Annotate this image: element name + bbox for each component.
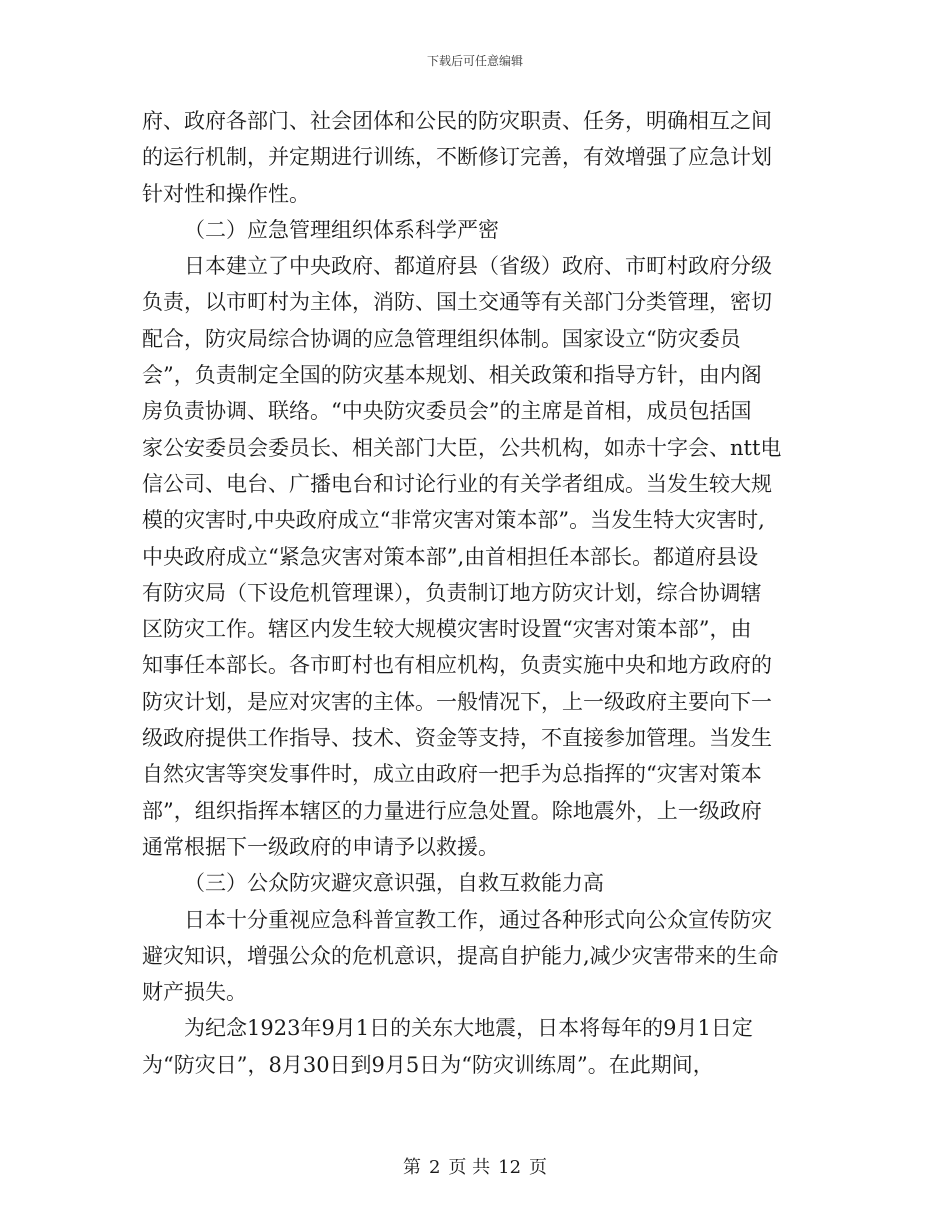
text-line: 部”，组织指挥本辖区的力量进行应急处置。除地震外，上一级政府 [142, 798, 762, 823]
text-line: 的运行机制，并定期进行训练，不断修订完善，有效增强了应急计划 [142, 145, 772, 170]
text-line: 日本建立了中央政府、都道府县（省级）政府、市町村政府分级 [184, 254, 772, 279]
text-line: 模的灾害时,中央政府成立“非常灾害对策本部”。当发生特大灾害时, [142, 508, 765, 533]
footer-total-pages: 12 [498, 1157, 522, 1178]
text-line: 家公安委员会委员长、相关部门大臣，公共机构，如赤十字会、ntt电 [142, 435, 782, 460]
text-line: 防灾计划，是应对灾害的主体。一般情况下，上一级政府主要向下一 [142, 689, 772, 714]
text-line: 级政府提供工作指导、技术、资金等支持，不直接参加管理。当发生 [142, 726, 772, 751]
footer-prefix: 第 [402, 1157, 421, 1178]
text-line: 信公司、电台、广播电台和讨论行业的有关学者组成。当发生较大规 [142, 471, 772, 496]
text-line: 区防灾工作。辖区内发生较大规模灾害时设置“灾害对策本部”，由 [142, 617, 752, 642]
text-line: 知事任本部长。各市町村也有相应机构，负责实施中央和地方政府的 [142, 653, 772, 678]
text-line: 有防灾局（下设危机管理课），负责制订地方防灾计划，综合协调辖 [142, 580, 762, 605]
text-line: 通常根据下一级政府的申请予以救援。 [142, 834, 499, 859]
footer-suffix: 页 [529, 1157, 548, 1178]
text-line: 府、政府各部门、社会团体和公民的防灾职责、任务，明确相互之间 [142, 109, 772, 133]
footer-page-number: 2 [428, 1157, 441, 1178]
text-line: 配合，防灾局综合协调的应急管理组织体制。国家设立“防灾委员 [142, 326, 741, 351]
page-header: 下载后可任意编辑 [426, 54, 523, 68]
footer-middle: 页 共 [448, 1157, 491, 1178]
document-body [142, 103, 822, 1083]
text-line: 为“防灾日”，8月30日到9月5日为“防灾训练周”。在此期间， [142, 1052, 714, 1077]
text-line: 会”，负责制定全国的防灾基本规划、相关政策和指导方针，由内阁 [142, 363, 762, 388]
text-line: 负责，以市町村为主体，消防、国土交通等有关部门分类管理，密切 [142, 290, 772, 315]
text-line: 避灾知识，增强公众的危机意识，提高自护能力,减少灾害带来的生命 [142, 943, 779, 968]
page-footer [0, 1153, 950, 1179]
text-line: 为纪念1923年9月1日的关东大地震，日本将每年的9月1日定 [184, 1016, 753, 1041]
text-line: 中央政府成立“紧急灾害对策本部”,由首相担任本部长。都道府县设 [142, 544, 759, 569]
text-line: 自然灾害等突发事件时，成立由政府一把手为总指挥的“灾害对策本 [142, 762, 762, 787]
text-line: 财产损失。 [142, 980, 247, 1005]
text-line: （二）应急管理组织体系科学严密 [184, 217, 499, 242]
text-line: 日本十分重视应急科普宣教工作，通过各种形式向公众宣传防灾 [184, 907, 772, 932]
text-line: 针对性和操作性。 [142, 181, 310, 206]
text-line: （三）公众防灾避灾意识强，自救互救能力高 [184, 871, 604, 896]
text-line: 房负责协调、联络。“中央防灾委员会”的主席是首相，成员包括国 [142, 399, 752, 424]
